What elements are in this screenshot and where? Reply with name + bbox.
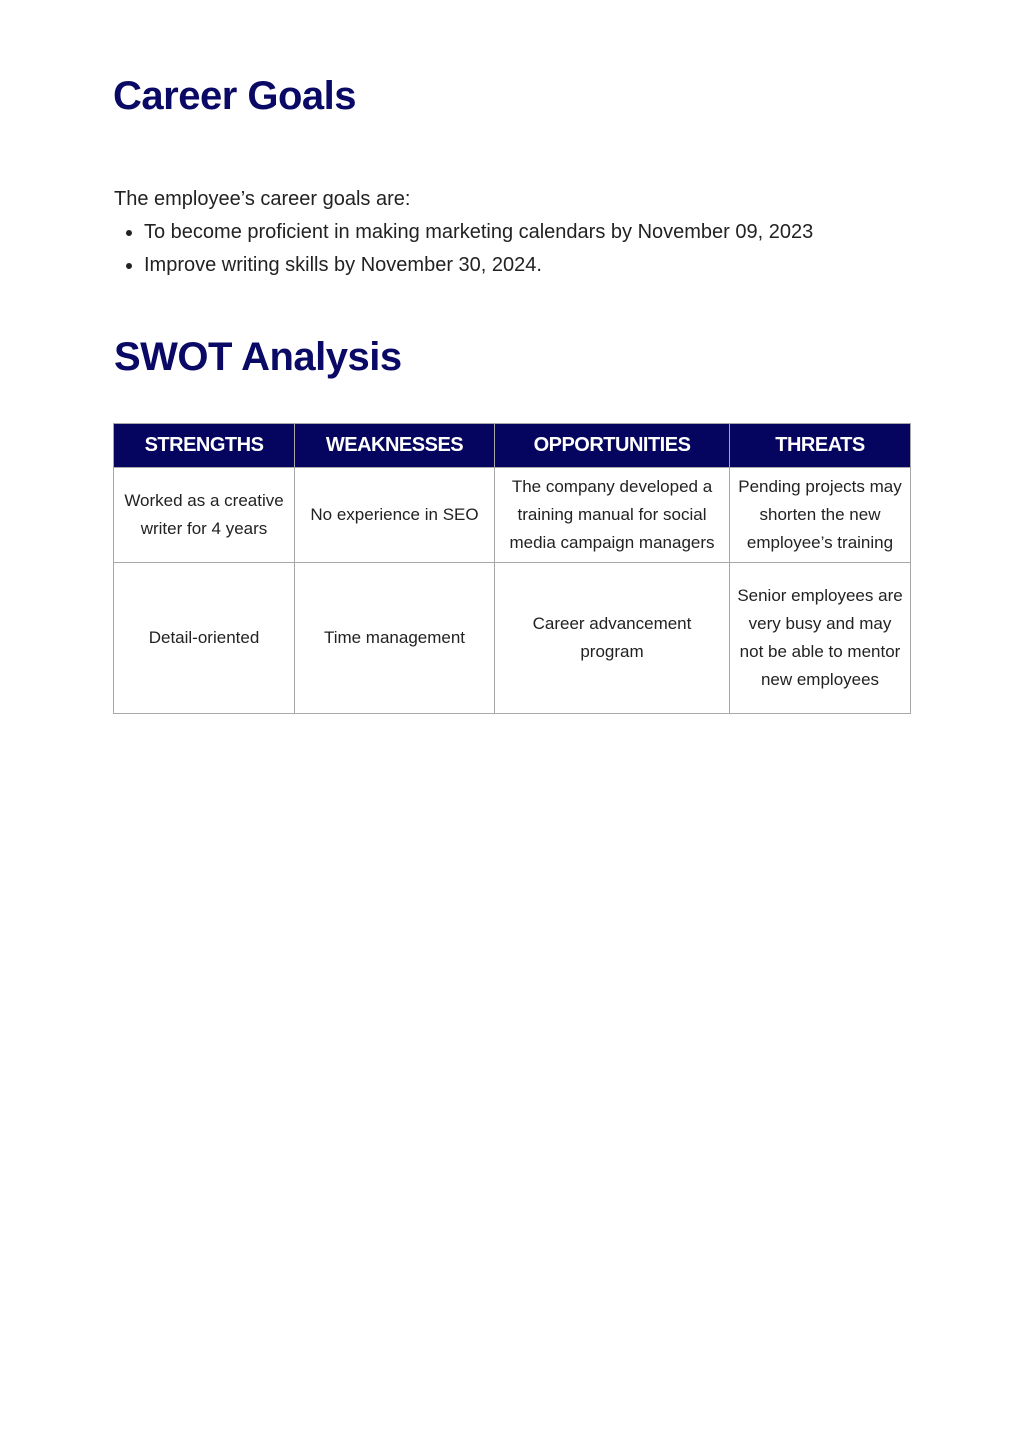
- table-header-row: [114, 424, 911, 468]
- threat-cell: Pending projects may shorten the new employee’s training: [730, 468, 911, 563]
- weakness-cell: No experience in SEO: [295, 468, 495, 563]
- strength-cell: Worked as a creative writer for 4 years: [114, 468, 295, 563]
- goal-text: To become proficient in making marketing calendars by November 09, 2023: [144, 221, 814, 243]
- strength-cell: Detail-oriented: [114, 563, 295, 714]
- career-goals-list: [144, 220, 813, 286]
- bullet-icon: [126, 263, 132, 269]
- career-goals-intro: The employee’s career goals are:: [114, 188, 411, 210]
- career-goals-heading: Career Goals: [113, 74, 357, 118]
- list-item: [144, 253, 813, 286]
- swot-table: [113, 423, 911, 714]
- header-opportunities: OPPORTUNITIES: [495, 424, 730, 468]
- table-row: [114, 468, 911, 563]
- threat-cell: Senior employees are very busy and may not be able to mentor new employees: [730, 563, 911, 714]
- weakness-cell: Time management: [295, 563, 495, 714]
- opportunity-cell: Career advancement program: [495, 563, 730, 714]
- table-row: [114, 563, 911, 714]
- swot-analysis-heading: SWOT Analysis: [114, 335, 402, 379]
- opportunity-cell: The company developed a training manual for social media campaign managers: [495, 468, 730, 563]
- list-item: [144, 220, 813, 253]
- header-threats: THREATS: [730, 424, 911, 468]
- header-strengths: STRENGTHS: [114, 424, 295, 468]
- bullet-icon: [126, 230, 132, 236]
- goal-text: Improve writing skills by November 30, 2024.: [144, 254, 542, 276]
- header-weaknesses: WEAKNESSES: [295, 424, 495, 468]
